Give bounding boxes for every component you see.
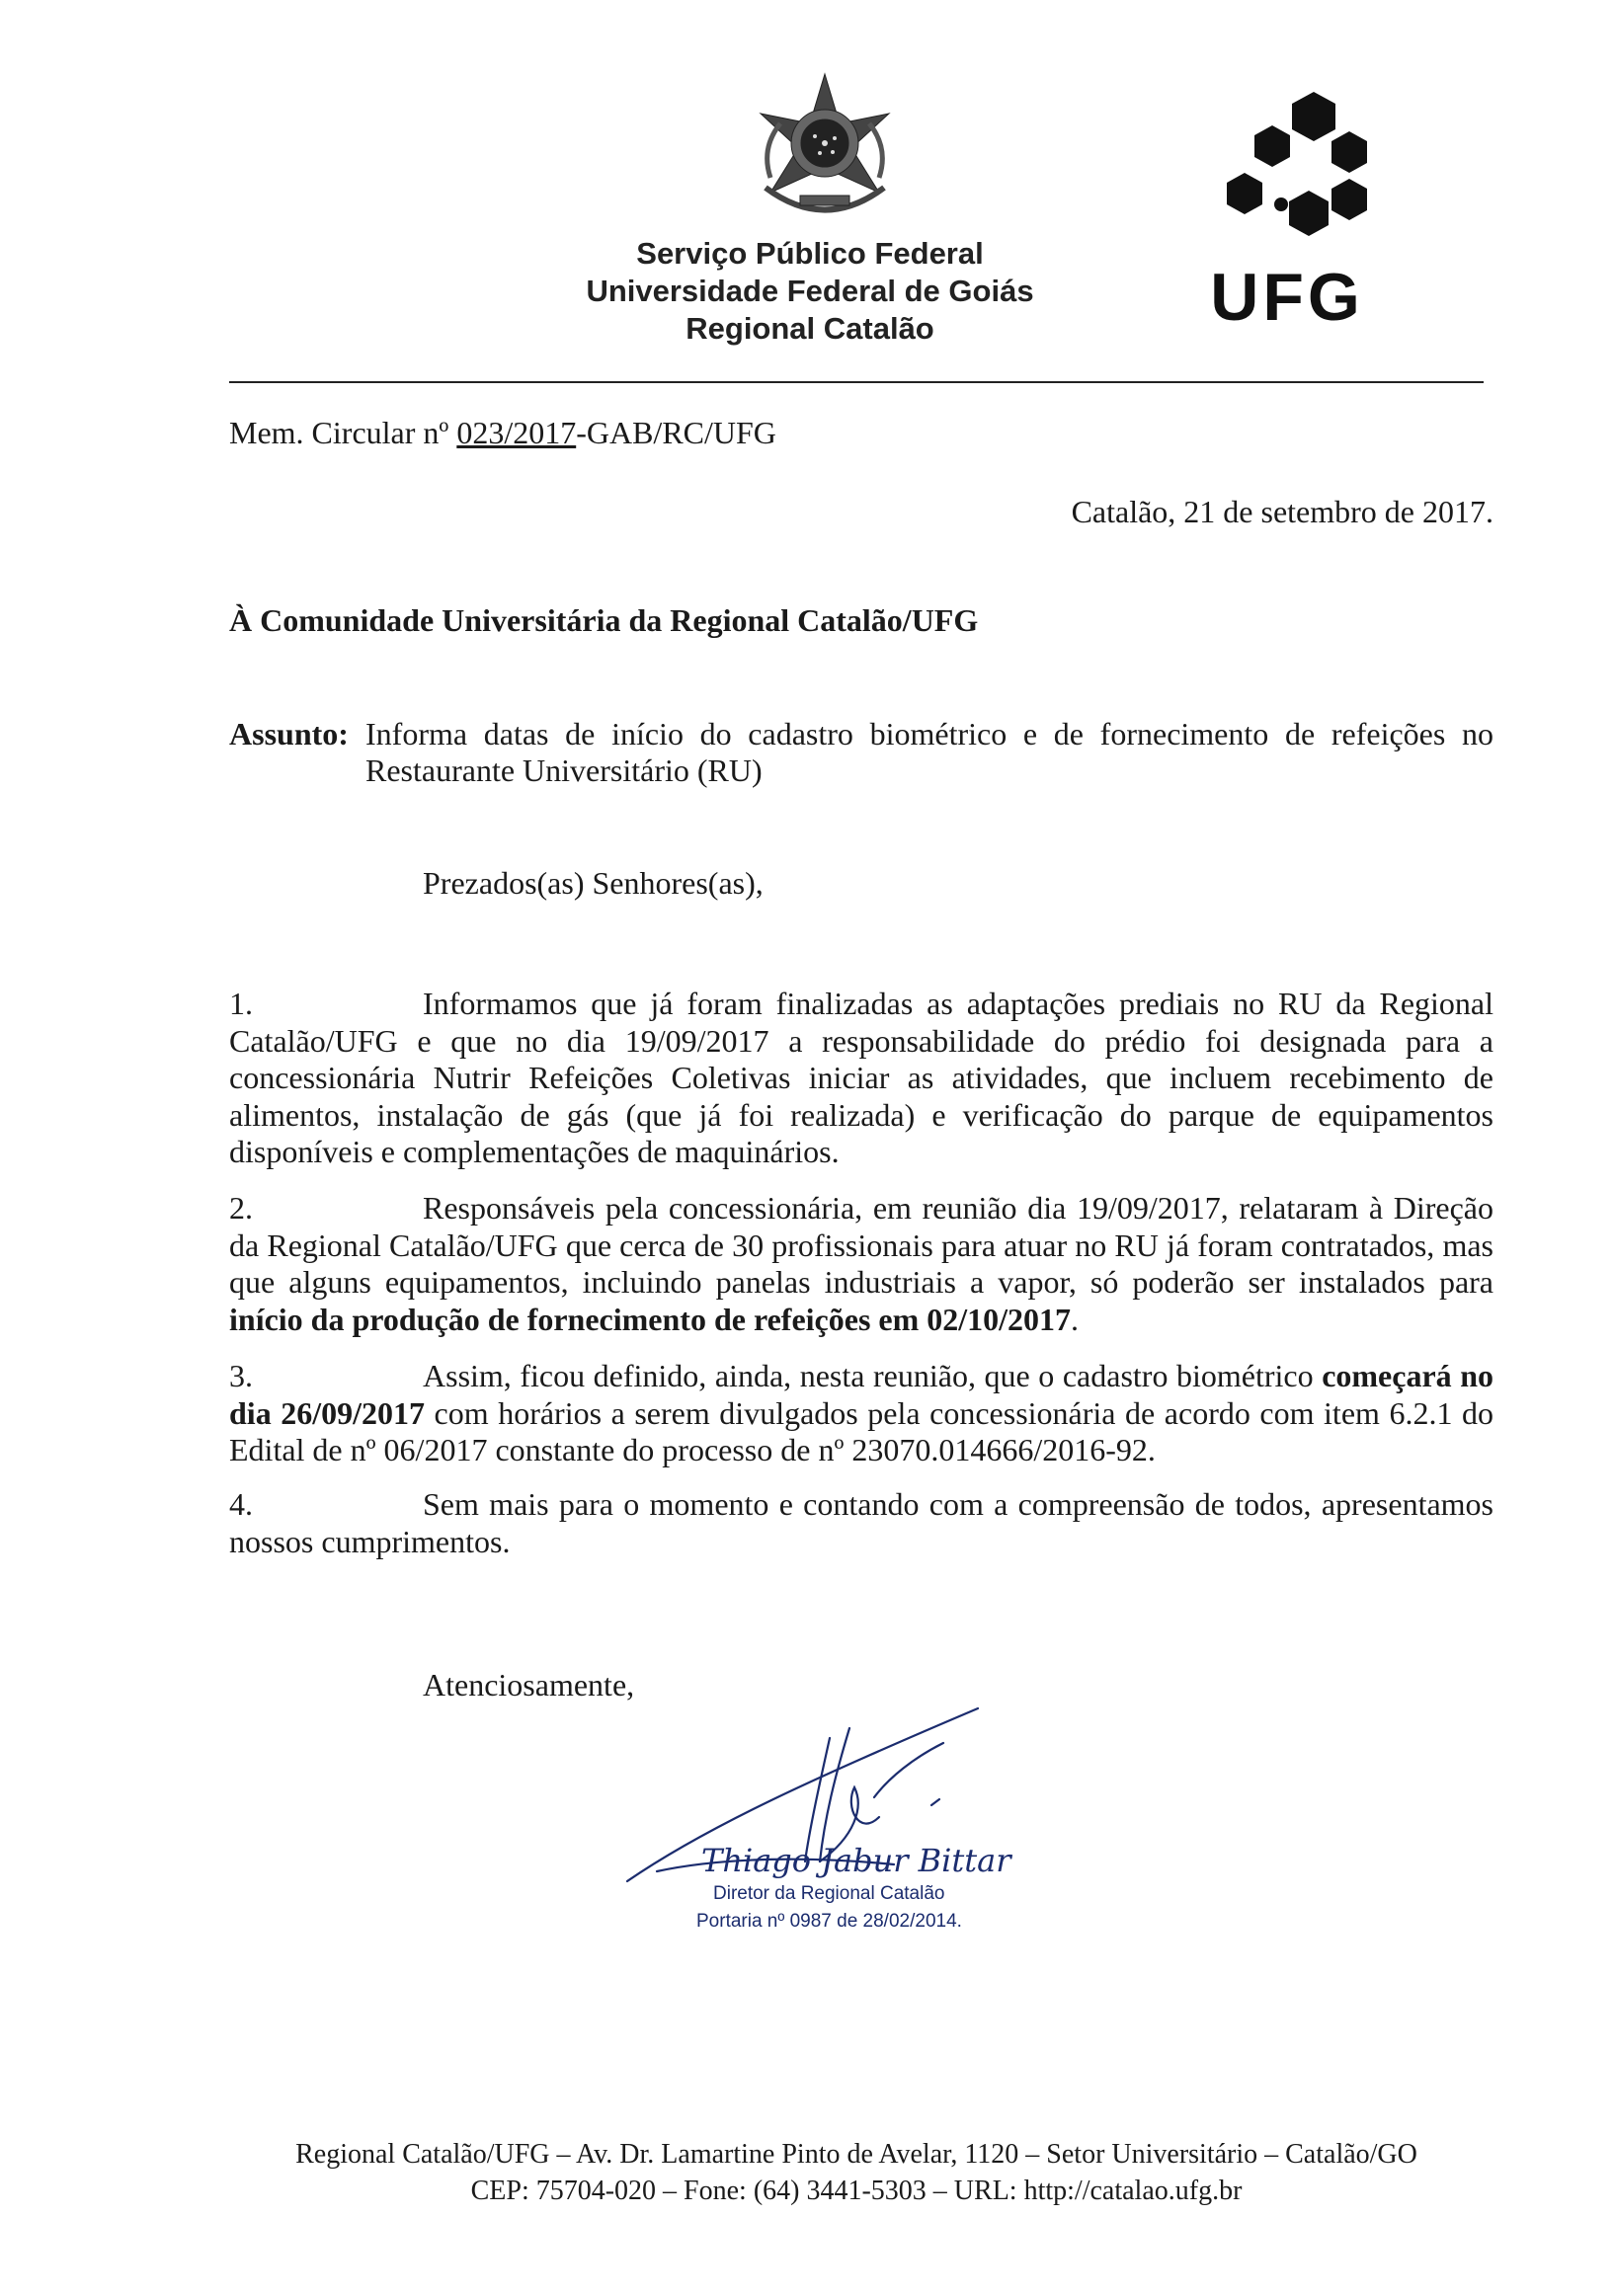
header-line-regional: Regional Catalão [686,311,934,346]
header-line-university: Universidade Federal de Goiás [586,274,1034,308]
footer-contact: CEP: 75704-020 – Fone: (64) 3441-5303 – URL: http://catalao.ufg.br [470,2176,1243,2206]
memo-suffix: -GAB/RC/UFG [576,415,776,450]
paragraph-3 [229,1358,1493,1469]
paragraph-3-emphasis: começará no dia 26/09/2017 [229,1358,1494,1431]
header-divider [229,381,1484,383]
document-date: Catalão, 21 de setembro de 2017. [1071,494,1493,529]
paragraph-3-text-start: Assim, ficou definido, ainda, nesta reunião, que o cadastro biométrico [423,1358,1323,1393]
salutation: Prezados(as) Senhores(as), [423,865,764,901]
paragraph-4-number: 4. [229,1486,253,1522]
paragraph-4-text: Sem mais para o momento e contando com a compreensão de todos, apresentamos nossos cumprimentos. [229,1486,1493,1559]
signatory-name: Thiago Jabur Bittar [701,1842,1011,1879]
subject-label: Assunto: [229,716,349,752]
signatory-portaria: Portaria nº 0987 de 28/02/2014. [696,1911,962,1932]
paragraph-2-emphasis: início da produção de fornecimento de refeições em 02/10/2017 [229,1301,1072,1337]
memo-number-value: 023/2017 [456,415,577,450]
page-footer [229,2136,1484,2209]
paragraph-4 [229,1486,1493,1560]
signatory-title: Diretor da Regional Catalão [713,1883,945,1904]
institution-header [553,235,1067,348]
paragraph-1 [229,986,1493,1171]
footer-address: Regional Catalão/UFG – Av. Dr. Lamartine Pinto de Avelar, 1120 – Setor Universitário – Catalão/GO [295,2139,1417,2170]
header-line-service: Serviço Público Federal [636,236,984,271]
ufg-logo-text: UFG [1210,260,1364,335]
addressee: À Comunidade Universitária da Regional Catalão/UFG [229,602,979,638]
closing-line: Atenciosamente, [423,1667,635,1702]
paragraph-2-number: 2. [229,1190,253,1226]
memo-prefix: Mem. Circular nº [229,415,457,450]
paragraph-1-number: 1. [229,986,253,1021]
paragraph-2-text-end: . [1071,1301,1080,1337]
memo-number [229,415,776,451]
paragraph-1-text: Informamos que já foram finalizadas as adaptações prediais no RU da Regional Catalão/UFG e que no dia 19/09/2017 a responsabilidade do prédio foi designada para a concessionária Nutrir Refeições Coletivas iniciar as atividades, que incluem recebimento de alimentos, instalação de gás (que já foi realizada) e verificação do parque de equipamentos disponíveis e complementações de maquinários. [229,986,1493,1169]
coat-of-arms-emblem [741,69,909,237]
paragraph-2-text-start: Responsáveis pela concessionária, em reunião dia 19/09/2017, relataram à Direção da Regional Catalão/UFG que cerca de 30 profissionais para atuar no RU já foram contratados, mas que alguns equipamentos, incluindo panelas industriais a vapor, só poderão ser instalados para [229,1190,1493,1300]
paragraph-3-text-end: com horários a serem divulgados pela concessionária de acordo com item 6.2.1 do Edital de nº 06/2017 constante do processo de nº 23070.014666/2016-92. [229,1394,1494,1467]
subject-text: Informa datas de início do cadastro biométrico e de fornecimento de refeições no Restaurante Universitário (RU) [365,716,1493,788]
paragraph-3-number: 3. [229,1358,253,1393]
paragraph-2 [229,1190,1493,1338]
